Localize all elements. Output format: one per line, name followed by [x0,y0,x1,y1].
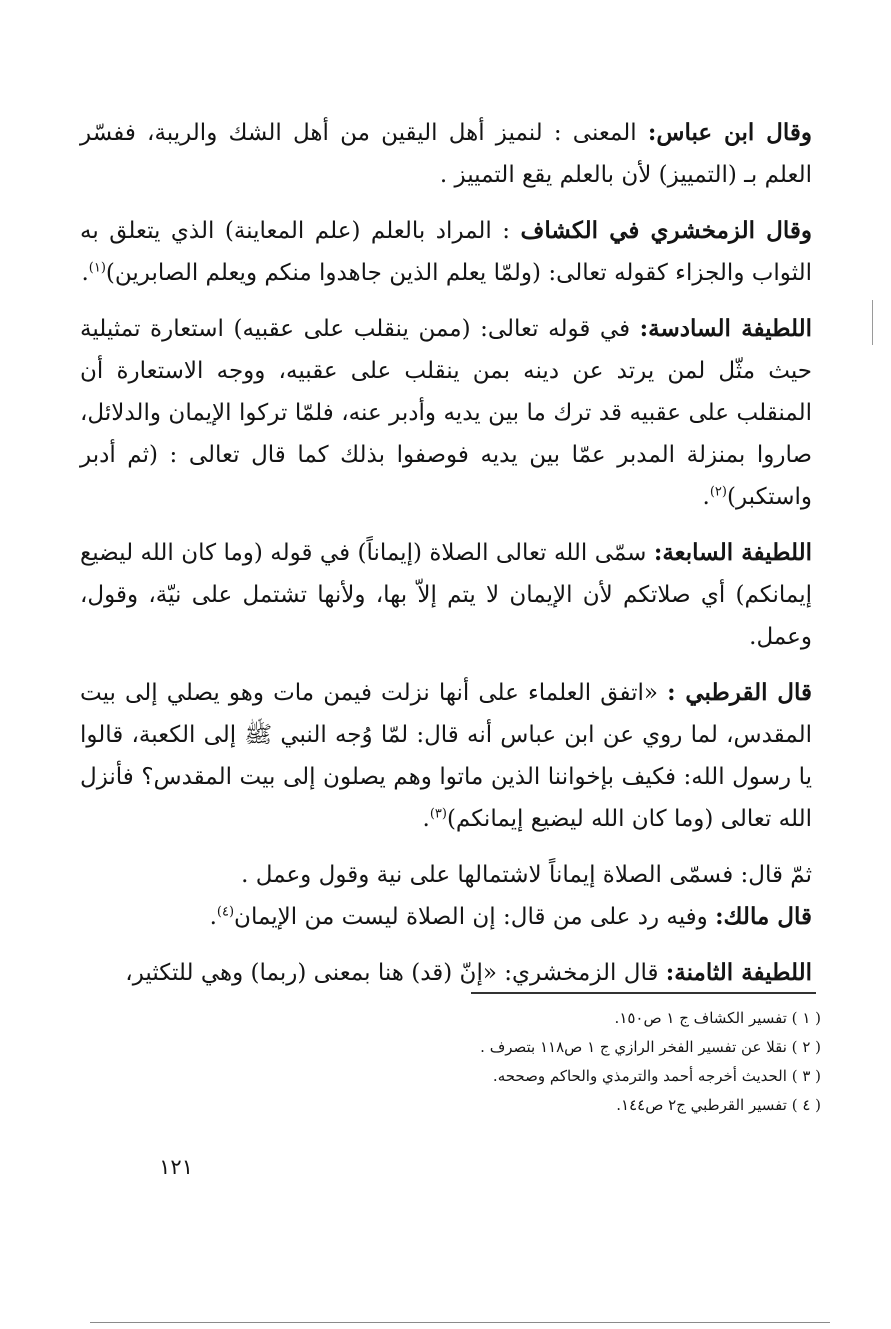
paragraph-eighth-subtlety [80,952,812,994]
footnote-1: ( ١ ) تفسير الكشاف ج ١ ص١٥٠. [614,1009,821,1027]
main-text [80,112,812,1008]
paragraph-qurtubi [80,672,812,840]
footnote-4: ( ٤ ) تفسير القرطبي ج٢ ص١٤٤. [616,1096,821,1114]
paragraph-text: في قوله تعالى: (ممن ينقلب على عقبيه) استعارة تمثيلية حيث مثّل لمن يرتد عن دينه بمن ينقلب على عقبيه، ووجه الاستعارة أن المنقلب على عقبيه قد ترك ما بين يديه وأدبر عنه، فلمّا تركوا الإيمان والدلائل، صاروا بمنزلة المدبر عمّا بين يديه فوصفوا بذلك كما قال تعالى : (ثم أدبر واستكبر) [80,316,812,510]
paragraph-text: سمّى الله تعالى الصلاة (إيماناً) في قوله (وما كان الله ليضيع إيمانكم) أي صلاتكم لأن الإيمان لا يتم إلاّ بها، ولأنها تشتمل على نيّة، وقول، وعمل. [80,540,812,650]
paragraph-lead: اللطيفة الثامنة: [665,959,812,986]
paragraph-text: : المراد بالعلم (علم المعاينة) الذي يتعلق به الثواب والجزاء كقوله تعالى: (ولمّا يعلم الذين جاهدوا منكم ويعلم الصابرين) [80,218,812,286]
footnote-marker: (٢) [709,484,727,500]
paragraph-text: «اتفق العلماء على أنها نزلت فيمن مات وهو يصلي إلى بيت المقدس، لما روي عن ابن عباس أنه قال: لمّا وُجه النبي ﷺ إلى الكعبة، قالوا يا رسول الله: فكيف بإخواننا الذين ماتوا وهم يصلون إلى بيت المقدس؟ فأنزل الله تعالى (وما كان الله ليضيع إيمانكم) [80,680,812,832]
paragraph-text: قال الزمخشري: «إنّ (قد) هنا بمعنى (ربما) وهي للتكثير، [125,960,666,986]
paragraph-end: . [209,904,217,930]
paragraph-then-said [80,854,812,896]
paragraph-lead: وقال الزمخشري في الكشاف [520,217,812,244]
scan-edge-line [90,1322,830,1323]
paragraph-end: . [422,806,430,832]
paragraph-lead: اللطيفة السادسة: [639,315,812,342]
paragraph-lead: قال القرطبي : [667,679,812,706]
paragraph-ibn-abbas [80,112,812,196]
footnote-divider [471,992,816,994]
paragraph-seventh-subtlety [80,532,812,658]
paragraph-lead: قال مالك: [715,903,812,930]
paragraph-zamakhshari [80,210,812,294]
footnote-2: ( ٢ ) نقلا عن تفسير الفخر الرازي ج ١ ص١١٨ بتصرف . [480,1038,821,1056]
paragraph-text: وفيه رد على من قال: إن الصلاة ليست من الإيمان [234,904,716,930]
paragraph-text: ثمّ قال: فسمّى الصلاة إيماناً لاشتمالها على نية وقول وعمل . [241,862,812,888]
footnote-marker: (١) [88,260,106,276]
paragraph-lead: اللطيفة السابعة: [653,539,812,566]
paragraph-sixth-subtlety [80,308,812,518]
footnote-marker: (٤) [216,904,235,920]
paragraph-malik [80,896,812,938]
footnote-marker: (٣) [429,806,447,822]
paragraph-end: . [81,260,89,286]
margin-mark [872,300,873,345]
page-number: ١٢١ [159,1155,193,1179]
paragraph-end: . [702,484,710,510]
footnote-3: ( ٣ ) الحديث أخرجه أحمد والترمذي والحاكم وصححه. [492,1067,821,1085]
paragraph-text: المعنى : لنميز أهل اليقين من أهل الشك والريبة، ففسّر العلم بـ (التمييز) لأن بالعلم يقع التمييز . [80,120,812,188]
paragraph-lead: وقال ابن عباس: [647,119,813,146]
footnotes [221,1004,821,1120]
